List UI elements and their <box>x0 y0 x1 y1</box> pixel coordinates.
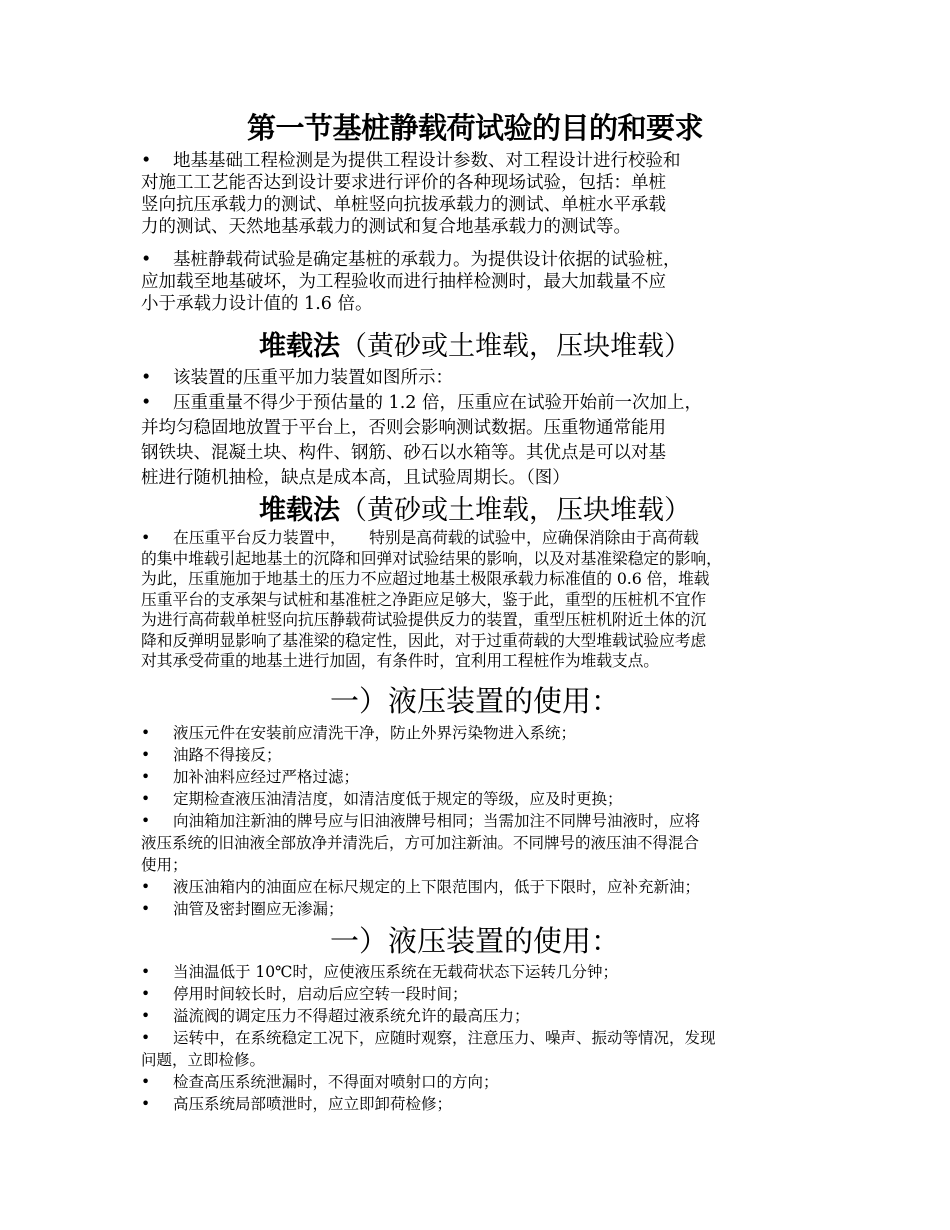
list-item: • 液压元件在安装前应清洗干净，防止外界污染物进入系统； <box>141 724 577 742</box>
paragraph-line: • 地基基础工程检测是为提供工程设计参数、对工程设计进行校验和 <box>141 151 681 171</box>
list-item: • 油管及密封圈应无渗漏； <box>141 900 344 918</box>
section2-title: 堆载法（黄砂或土堆载，压块堆载） <box>259 331 691 362</box>
list-item: • 油路不得接反； <box>141 746 282 764</box>
bullet-icon: • <box>141 812 151 830</box>
paragraph-line: 降和反弹明显影响了基准梁的稳定性，因此，对于过重荷载的大型堆载试验应考虑 <box>141 630 707 650</box>
paragraph-line: 小于承载力设计值的 1.6 倍。 <box>141 294 373 314</box>
list-item-continuation: 使用； <box>141 856 188 874</box>
bullet-icon: • <box>141 878 151 896</box>
paragraph-line: 桩进行随机抽检，缺点是成本高，且试验周期长。（图） <box>141 468 570 488</box>
paragraph-line: 为此，压重施加于地基土的压力不应超过地基土极限承载力标准值的 0.6 倍，堆载 <box>141 569 710 588</box>
section3-title: 堆载法（黄砂或土堆载，压块堆载） <box>259 495 691 526</box>
paragraph-line: 对施工工艺能否达到设计要求进行评价的各种现场试验，包括：单桩 <box>141 173 666 193</box>
paragraph-line: 并均匀稳固地放置于平台上，否则会影响测试数据。压重物通常能用 <box>141 418 666 438</box>
bullet-icon: • <box>141 250 152 270</box>
paragraph-line: 对其承受荷重的地基土进行加固，有条件时，宜利用工程桩作为堆载支点。 <box>141 651 659 670</box>
bullet-icon: • <box>141 963 151 981</box>
section3-bullet1 <box>141 528 831 672</box>
section4-title: 一）液压装置的使用： <box>329 684 620 718</box>
list-item: • 当油温低于 10℃时，应使液压系统在无载荷状态下运转几分钟； <box>141 963 618 981</box>
list-item: • 溢流阀的调定压力不得超过液系统允许的最高压力； <box>141 1007 530 1025</box>
list-item: • 向油箱加注新油的牌号应与旧油液牌号相同；当需加注不同牌号油液时，应将 <box>141 812 701 830</box>
paragraph-line: 竖向抗压承载力的测试、单桩竖向抗拔承载力的测试、单桩水平承载 <box>141 195 666 215</box>
bullet-icon: • <box>141 746 151 764</box>
list-item-continuation: 液压系统的旧油液全部放净并清洗后，方可加注新油。不同牌号的液压油不得混合 <box>141 834 700 852</box>
section1-bullet1 <box>141 150 821 238</box>
bullet-icon: • <box>141 768 151 786</box>
bullet-icon: • <box>141 393 152 413</box>
bullet-icon: • <box>141 724 151 742</box>
paragraph-line: • 在压重平台反力装置中， 特别是高荷载的试验中，应确保消除由于高荷载 <box>141 528 699 547</box>
list-item: • 定期检查液压油清洁度，如清洁度低于规定的等级，应及时更换； <box>141 790 623 808</box>
paragraph-line: 应加载至地基破坏，为工程验收而进行抽样检测时，最大加载量不应 <box>141 272 666 292</box>
section1-title: 第一节基桩静载荷试验的目的和要求 <box>246 111 703 145</box>
bullet-icon: • <box>141 151 152 171</box>
paragraph-line: • 基桩静载荷试验是确定基桩的承载力。为提供设计依据的试验桩， <box>141 250 681 270</box>
bullet-icon: • <box>141 528 151 547</box>
list-item: • 高压系统局部喷泄时，应立即卸荷检修； <box>141 1095 453 1113</box>
bullet-icon: • <box>141 368 152 388</box>
bullet-icon: • <box>141 1095 151 1113</box>
bullet-icon: • <box>141 1029 151 1047</box>
paragraph-line: • 压重重量不得少于预估量的 1.2 倍，压重应在试验开始前一次加上， <box>141 391 821 416</box>
list-item: • 加补油料应经过严格过滤； <box>141 768 360 786</box>
paragraph-line: 的集中堆载引起地基土的沉降和回弹对试验结果的影响，以及对基准梁稳定的影响， <box>141 548 722 568</box>
section2-bullet1 <box>141 366 821 391</box>
list-item: • 停用时间较长时，启动后应空转一段时间； <box>141 985 468 1003</box>
bullet-icon: • <box>141 900 151 918</box>
list-item: • 检查高压系统泄漏时，不得面对喷射口的方向； <box>141 1073 499 1091</box>
paragraph-line: 力的测试、天然地基承载力的测试和复合地基承载力的测试等。 <box>141 217 631 237</box>
paragraph-line: 为进行高荷载单桩竖向抗压静载荷试验提供反力的装置，重型压桩机附近土体的沉 <box>141 610 707 629</box>
paragraph-line: 压重平台的支承架与试桩和基准桩之净距应足够大，鉴于此，重型的压桩机不宜作 <box>141 589 707 609</box>
section1-bullet2 <box>141 249 821 315</box>
section2-bullet2 <box>141 391 821 491</box>
bullet-icon: • <box>141 1007 151 1025</box>
section5-list <box>141 961 821 1115</box>
list-item: • 液压油箱内的油面应在标尺规定的上下限范围内，低于下限时，应补充新油； <box>141 878 701 896</box>
paragraph-line: 钢铁块、混凝土块、构件、钢筋、砂石以水箱等。其优点是可以对基 <box>141 443 666 463</box>
bullet-icon: • <box>141 1073 151 1091</box>
section5-title: 一）液压装置的使用： <box>329 924 620 958</box>
bullet-icon: • <box>141 790 151 808</box>
bullet-icon: • <box>141 985 151 1003</box>
list-item: • 运转中，在系统稳定工况下，应随时观察，注意压力、噪声、振动等情况，发现 <box>141 1029 716 1047</box>
paragraph-line: • 该装置的压重平加力装置如图所示： <box>141 366 821 391</box>
section4-list <box>141 722 821 920</box>
list-item-continuation: 问题，立即检修。 <box>141 1051 266 1069</box>
